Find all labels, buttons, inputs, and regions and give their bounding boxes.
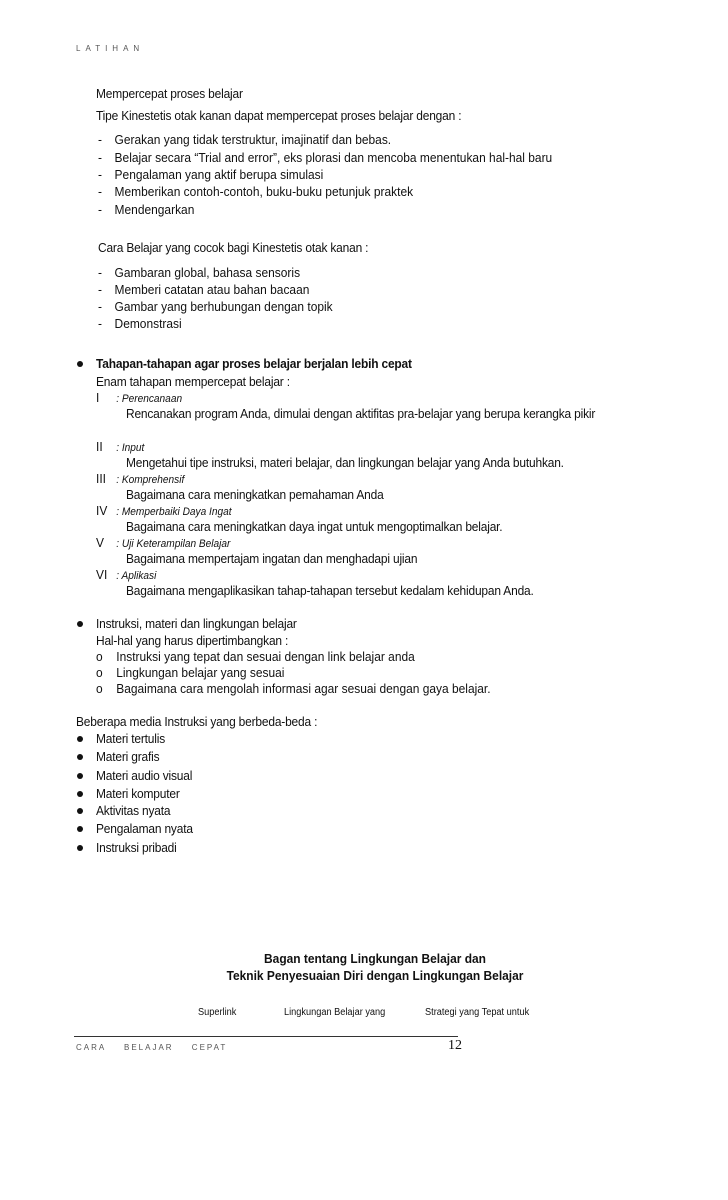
section4-intro: Beberapa media Instruksi yang berbeda-beda : xyxy=(76,714,318,729)
list-item: - Gerakan yang tidak terstruktur, imajinatif dan bebas. xyxy=(98,132,392,147)
step-description: Mengetahui tipe instruksi, materi belajar, dan lingkungan belajar yang Anda butuhkan. xyxy=(126,455,564,470)
diagram-title-line2: Teknik Penyesuaian Diri dengan Lingkungan Belajar xyxy=(226,968,524,983)
list-item: - Mendengarkan xyxy=(98,202,195,217)
list-item: Materi komputer xyxy=(96,786,180,801)
step-description: Bagaimana cara meningkatkan pemahaman Anda xyxy=(126,487,384,502)
list-item: Instruksi pribadi xyxy=(96,840,177,855)
diagram-label: Superlink xyxy=(198,1007,237,1018)
footer-divider xyxy=(74,1036,458,1037)
step-heading: I : Perencanaan xyxy=(96,390,183,405)
section3-title: Instruksi, materi dan lingkungan belajar xyxy=(96,616,297,631)
step-description: Bagaimana cara meningkatkan daya ingat untuk mengoptimalkan belajar. xyxy=(126,519,503,534)
list-item: o Lingkungan belajar yang sesuai xyxy=(96,665,285,680)
page-header: LATIHAN xyxy=(76,44,145,53)
bullet-icon xyxy=(76,820,86,838)
list-item: - Gambaran global, bahasa sensoris xyxy=(98,265,301,280)
step-heading: VI : Aplikasi xyxy=(96,567,157,582)
page-number: 12 xyxy=(448,1038,462,1053)
step-heading: V : Uji Keterampilan Belajar xyxy=(96,535,231,550)
bullet-icon xyxy=(76,839,86,857)
bullet-icon xyxy=(76,730,86,748)
list-item: - Gambar yang berhubungan dengan topik xyxy=(98,299,333,314)
list-item: - Memberi catatan atau bahan bacaan xyxy=(98,282,310,297)
list-item: o Instruksi yang tepat dan sesuai dengan link belajar anda xyxy=(96,649,415,664)
bullet-icon xyxy=(76,767,86,785)
list-item: Pengalaman nyata xyxy=(96,821,193,836)
section1-intro: Tipe Kinestetis otak kanan dapat mempercepat proses belajar dengan : xyxy=(96,108,462,123)
footer-title: CARA BELAJAR CEPAT xyxy=(76,1043,228,1052)
diagram-label: Lingkungan Belajar yang xyxy=(284,1007,386,1018)
section1-title: Mempercepat proses belajar xyxy=(96,86,243,101)
bullet-icon xyxy=(76,355,86,373)
bullet-icon xyxy=(76,785,86,803)
step-heading: IV : Memperbaiki Daya Ingat xyxy=(96,503,232,518)
section3-intro: Hal-hal yang harus dipertimbangkan : xyxy=(96,633,289,648)
diagram-label: Strategi yang Tepat untuk xyxy=(425,1007,530,1018)
section2-title: Tahapan-tahapan agar proses belajar berjalan lebih cepat xyxy=(96,356,412,371)
bullet-icon xyxy=(76,748,86,766)
list-item: - Demonstrasi xyxy=(98,316,182,331)
step-description: Rencanakan program Anda, dimulai dengan aktifitas pra-belajar yang berupa kerangka pikir xyxy=(126,406,596,421)
section1-intro2: Cara Belajar yang cocok bagi Kinestetis otak kanan : xyxy=(98,240,369,255)
list-item: - Belajar secara “Trial and error”, eks plorasi dan mencoba menentukan hal-hal baru xyxy=(98,150,553,165)
section2-intro: Enam tahapan mempercepat belajar : xyxy=(96,374,290,389)
list-item: - Pengalaman yang aktif berupa simulasi xyxy=(98,167,324,182)
step-heading: II : Input xyxy=(96,439,145,454)
list-item: o Bagaimana cara mengolah informasi agar sesuai dengan gaya belajar. xyxy=(96,681,491,696)
step-heading: III : Komprehensif xyxy=(96,471,185,486)
list-item: Aktivitas nyata xyxy=(96,803,171,818)
bullet-icon xyxy=(76,802,86,820)
step-description: Bagaimana mengaplikasikan tahap-tahapan tersebut kedalam kehidupan Anda. xyxy=(126,583,534,598)
diagram-title-line1: Bagan tentang Lingkungan Belajar dan xyxy=(264,951,486,966)
bullet-icon xyxy=(76,615,86,633)
list-item: - Memberikan contoh-contoh, buku-buku petunjuk praktek xyxy=(98,184,414,199)
list-item: Materi audio visual xyxy=(96,768,193,783)
step-description: Bagaimana mempertajam ingatan dan menghadapi ujian xyxy=(126,551,418,566)
list-item: Materi tertulis xyxy=(96,731,166,746)
list-item: Materi grafis xyxy=(96,749,160,764)
